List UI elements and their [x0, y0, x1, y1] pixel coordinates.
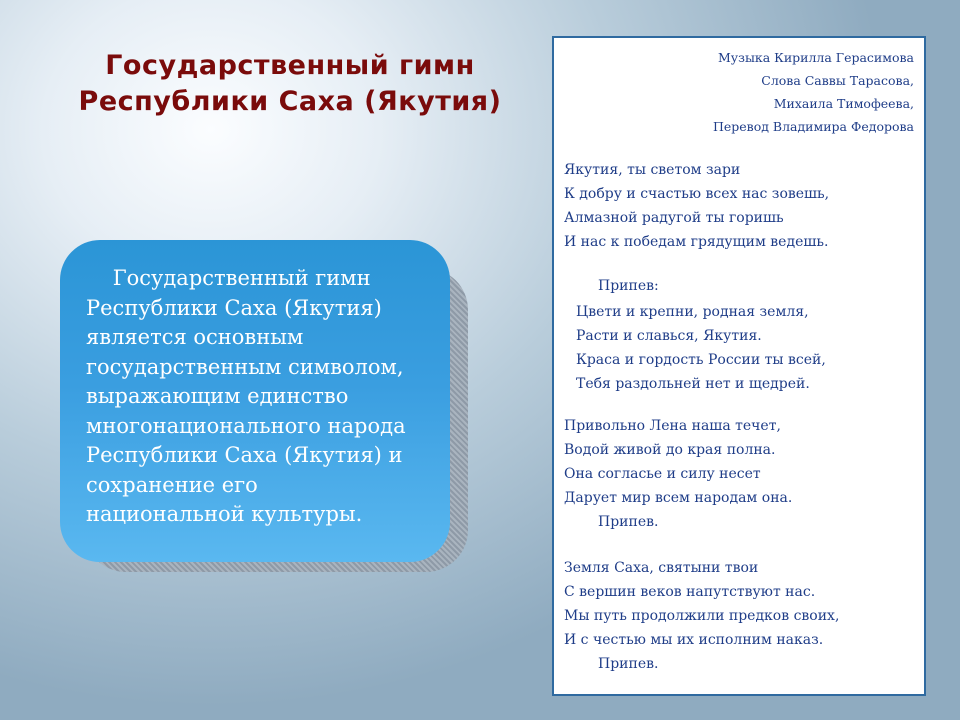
description-card — [60, 240, 450, 562]
verse2-line-1: Привольно Лена наша течет, — [564, 418, 781, 434]
verse1-line-1: Якутия, ты светом зари — [564, 162, 741, 178]
slide-title — [40, 48, 540, 120]
description-text: Государственный гимн Республики Саха (Якутия) является основным государственным символом, выражающим единство многонационального народа Республики Саха (Якутия) и сохранение его национальной культуры. — [86, 266, 406, 526]
anthem-credits — [713, 46, 914, 138]
verse2-line-4: Дарует мир всем народам она. — [564, 490, 793, 506]
chorus-label: Припев: — [598, 278, 659, 294]
verse3-line-2: С вершин веков напутствуют нас. — [564, 584, 816, 600]
verse3-refrain: Припев. — [598, 656, 659, 672]
credit-words: Слова Саввы Тарасова, — [761, 73, 914, 88]
verse2-line-3: Она согласье и силу несет — [564, 466, 761, 482]
verse3-line-3: Мы путь продолжили предков своих, — [564, 608, 840, 624]
credit-music: Музыка Кирилла Герасимова — [717, 50, 914, 65]
chorus-line-4: Тебя раздольней нет и щедрей. — [576, 376, 810, 392]
verse3-line-1: Земля Саха, святыни твои — [564, 560, 759, 576]
slide-title-line-2: Республики Саха (Якутия) — [78, 86, 502, 117]
verse2-line-2: Водой живой до края полна. — [564, 442, 776, 458]
verse1-line-3: Алмазной радугой ты горишь — [564, 210, 784, 226]
credit-translation: Перевод Владимира Федорова — [712, 119, 914, 134]
chorus-line-2: Расти и славься, Якутия. — [576, 328, 762, 344]
verse1-line-4: И нас к победам грядущим ведешь. — [564, 234, 829, 250]
credit-words-2: Михаила Тимофеева, — [773, 96, 914, 111]
slide-title-line-1: Государственный гимн — [105, 50, 475, 81]
verse2-refrain: Припев. — [598, 514, 659, 530]
anthem-lyrics-panel — [552, 36, 926, 696]
verse3-line-4: И с честью мы их исполним наказ. — [564, 632, 824, 648]
verse1-line-2: К добру и счастью всех нас зовешь, — [564, 186, 830, 202]
chorus-line-3: Краса и гордость России ты всей, — [576, 352, 826, 368]
chorus-line-1: Цвети и крепни, родная земля, — [576, 304, 809, 320]
